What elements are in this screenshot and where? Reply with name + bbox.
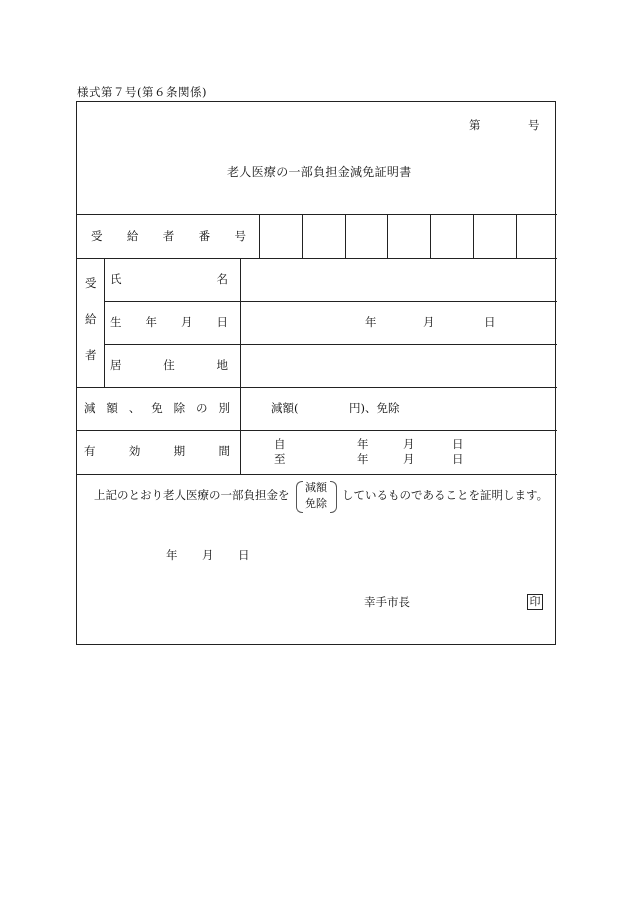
reduction-prefix: 減額( (271, 401, 299, 415)
char: 名 (216, 272, 228, 286)
recipient-group-char-2: 給 (85, 312, 97, 326)
certificate-form (76, 101, 556, 645)
char: 地 (216, 358, 228, 372)
row-divider (77, 474, 557, 475)
choice-exemption: 免除 (305, 497, 327, 510)
char: 番 (198, 229, 211, 243)
row-divider (104, 344, 557, 345)
recipient-group-divider (104, 258, 105, 387)
char: 有 (84, 444, 96, 458)
digit-box-divider (302, 214, 303, 258)
row-divider (77, 430, 557, 431)
birth-month: 月 (423, 315, 435, 329)
number-dai: 第 (469, 118, 481, 132)
row-divider (77, 214, 557, 215)
digit-box-divider (387, 214, 388, 258)
cert-date-year: 年 (166, 548, 178, 562)
column-divider (240, 258, 241, 474)
address-label (110, 360, 228, 372)
issuer-name: 幸手市長 (364, 595, 410, 609)
char: 免 (151, 401, 163, 415)
cert-date-month: 月 (202, 548, 214, 562)
validity-from-month: 月 (403, 437, 415, 451)
char: 間 (218, 444, 230, 458)
char: 居 (110, 358, 122, 372)
char: 別 (218, 401, 230, 415)
choice-reduction: 減額 (305, 481, 327, 494)
birth-label (110, 317, 228, 329)
seal-mark: 印 (527, 594, 543, 610)
validity-to-mark: 至 (274, 452, 286, 466)
form-caption: 様式第７号(第６条関係) (77, 85, 207, 99)
digit-box-divider (473, 214, 474, 258)
row-divider (77, 387, 557, 388)
birth-day: 日 (484, 315, 496, 329)
digit-box-divider (430, 214, 431, 258)
reduction-suffix: 円)、免除 (349, 401, 400, 415)
validity-to-year: 年 (357, 452, 369, 466)
number-go: 号 (528, 118, 540, 132)
validity-label (84, 446, 230, 458)
char: 、 (128, 401, 141, 415)
name-label (110, 274, 228, 286)
validity-to-day: 日 (452, 452, 464, 466)
recipient-group-char-1: 受 (85, 276, 97, 290)
choice-bracket-left (296, 481, 303, 513)
validity-to-month: 月 (403, 452, 415, 466)
char: 額 (106, 401, 118, 415)
char: 者 (162, 229, 175, 243)
char: 号 (234, 229, 246, 243)
choice-bracket-right (330, 481, 337, 513)
char: 受 (91, 229, 103, 243)
recipient-group-char-3: 者 (85, 348, 97, 362)
char: 住 (163, 358, 175, 372)
row-divider (104, 301, 557, 302)
char: 給 (126, 229, 139, 243)
document-title: 老人医療の一部負担金減免証明書 (227, 165, 412, 179)
char: 生 (110, 315, 122, 329)
char: の (196, 401, 208, 415)
column-divider (259, 214, 260, 258)
validity-from-mark: 自 (274, 437, 286, 451)
reduction-label (84, 403, 230, 415)
digit-box-divider (516, 214, 517, 258)
char: 月 (181, 315, 193, 329)
cert-date-day: 日 (238, 548, 250, 562)
validity-from-year: 年 (357, 437, 369, 451)
row-divider (77, 258, 557, 259)
recipient-number-label (91, 231, 246, 243)
char: 期 (173, 444, 186, 458)
char: 年 (145, 315, 157, 329)
certification-text-before: 上記のとおり老人医療の一部負担金を (94, 488, 290, 502)
char: 氏 (110, 272, 122, 286)
char: 除 (173, 401, 186, 415)
char: 日 (216, 315, 228, 329)
validity-from-day: 日 (452, 437, 464, 451)
certification-text-after: しているものであることを証明します。 (342, 488, 549, 502)
digit-box-divider (345, 214, 346, 258)
char: 減 (84, 401, 96, 415)
birth-year: 年 (365, 315, 377, 329)
char: 効 (128, 444, 141, 458)
